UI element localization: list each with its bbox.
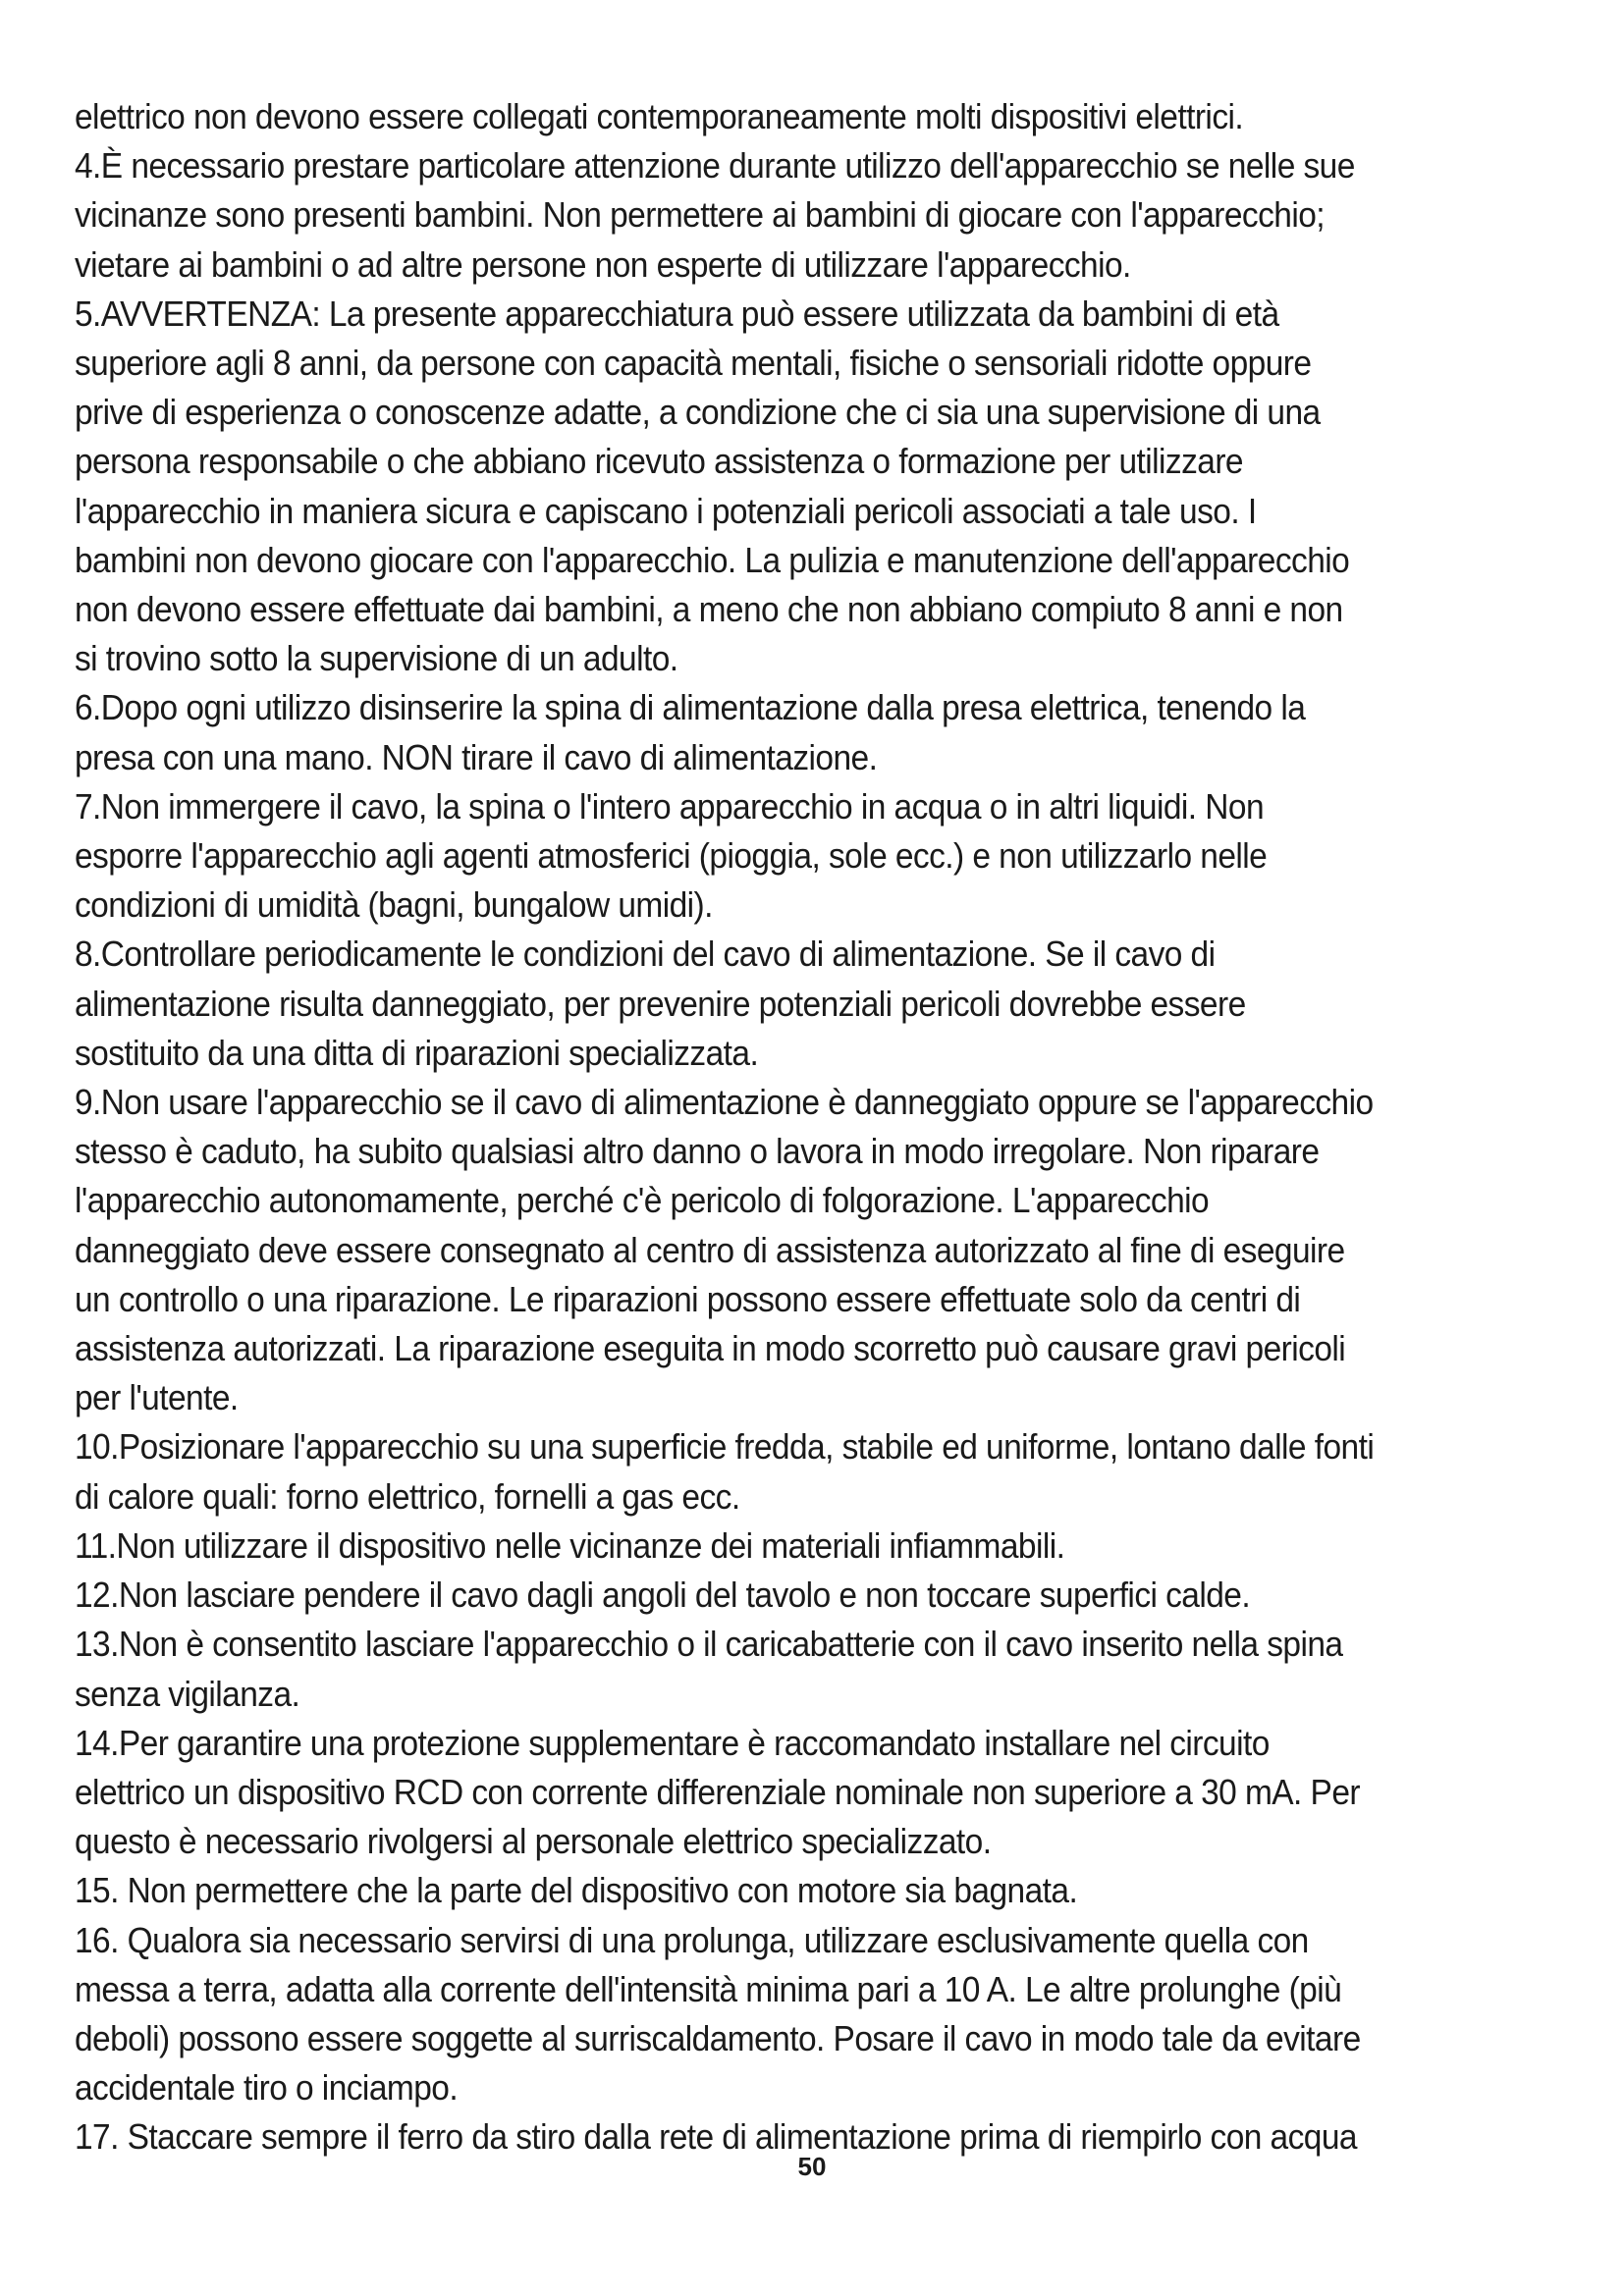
text-line: sostituito da una ditta di riparazioni specializzata. xyxy=(75,1032,759,1073)
text-line: si trovino sotto la supervisione di un adulto. xyxy=(75,638,678,679)
text-line: danneggiato deve essere consegnato al centro di assistenza autorizzato al fine di eseguire xyxy=(75,1229,1345,1270)
text-line: 9.Non usare l'apparecchio se il cavo di alimentazione è danneggiato oppure se l'apparecchio xyxy=(75,1082,1374,1123)
text-line: elettrico non devono essere collegati contemporaneamente molti dispositivi elettrici. xyxy=(75,96,1244,136)
text-line: presa con una mano. NON tirare il cavo di alimentazione. xyxy=(75,736,878,777)
text-line: superiore agli 8 anni, da persone con capacità mentali, fisiche o sensoriali ridotte oppure xyxy=(75,343,1312,384)
page-number: 50 xyxy=(797,2152,827,2181)
text-line: 7.Non immergere il cavo, la spina o l'intero apparecchio in acqua o in altri liquidi. Non xyxy=(75,785,1265,827)
text-line: condizioni di umidità (bagni, bungalow umidi). xyxy=(75,884,713,926)
text-line: 5.AVVERTENZA: La presente apparecchiatura può essere utilizzata da bambini di età xyxy=(75,293,1279,334)
text-line: 4.È necessario prestare particolare attenzione durante utilizzo dell'apparecchio se nelle sue xyxy=(75,145,1355,187)
text-line: 15. Non permettere che la parte del dispositivo con motore sia bagnata. xyxy=(75,1870,1078,1911)
text-line: 13.Non è consentito lasciare l'apparecchio o il caricabatterie con il cavo inserito nella spina xyxy=(75,1624,1343,1665)
text-line: bambini non devono giocare con l'apparecchio. La pulizia e manutenzione dell'apparecchio xyxy=(75,539,1350,580)
text-line: senza vigilanza. xyxy=(75,1673,300,1714)
text-line: 11.Non utilizzare il dispositivo nelle vicinanze dei materiali infiammabili. xyxy=(75,1524,1065,1566)
text-line: l'apparecchio in maniera sicura e capiscano i potenziali pericoli associati a tale uso. I xyxy=(75,490,1257,531)
text-line: prive di esperienza o conoscenze adatte, a condizione che ci sia una supervisione di una xyxy=(75,392,1321,433)
text-line: accidentale tiro o inciampo. xyxy=(75,2067,459,2109)
text-line: deboli) possono essere soggette al surriscaldamento. Posare il cavo in modo tale da evitare xyxy=(75,2017,1361,2058)
text-line: un controllo o una riparazione. Le riparazioni possono essere effettuate solo da centri di xyxy=(75,1278,1301,1319)
text-line: stesso è caduto, ha subito qualsiasi altro danno o lavora in modo irregolare. Non riparare xyxy=(75,1131,1320,1172)
text-line: messa a terra, adatta alla corrente dell'intensità minima pari a 10 A. Le altre prolunghe (più xyxy=(75,1968,1342,2009)
text-line: 6.Dopo ogni utilizzo disinserire la spina di alimentazione dalla presa elettrica, tenendo la xyxy=(75,687,1306,728)
text-line: 10.Posizionare l'apparecchio su una superficie fredda, stabile ed uniforme, lontano dalle fonti xyxy=(75,1426,1375,1468)
text-line: persona responsabile o che abbiano ricevuto assistenza o formazione per utilizzare xyxy=(75,441,1244,482)
text-line: 14.Per garantire una protezione supplementare è raccomandato installare nel circuito xyxy=(75,1722,1270,1763)
text-line: questo è necessario rivolgersi al personale elettrico specializzato. xyxy=(75,1821,992,1862)
text-line: l'apparecchio autonomamente, perché c'è pericolo di folgorazione. L'apparecchio xyxy=(75,1180,1210,1221)
text-line: 16. Qualora sia necessario servirsi di una prolunga, utilizzare esclusivamente quella con xyxy=(75,1919,1309,1960)
text-line: alimentazione risulta danneggiato, per prevenire potenziali pericoli dovrebbe essere xyxy=(75,983,1246,1024)
text-line: vicinanze sono presenti bambini. Non permettere ai bambini di giocare con l'apparecchio; xyxy=(75,194,1326,236)
text-line: elettrico un dispositivo RCD con corrente differenziale nominale non superiore a 30 mA. Per xyxy=(75,1771,1360,1812)
text-line: di calore quali: forno elettrico, fornelli a gas ecc. xyxy=(75,1475,740,1517)
text-line: 17. Staccare sempre il ferro da stiro dalla rete di alimentazione prima di riempirlo con acqua xyxy=(75,2116,1357,2158)
text-line: per l'utente. xyxy=(75,1377,239,1418)
text-line: 8.Controllare periodicamente le condizioni del cavo di alimentazione. Se il cavo di xyxy=(75,934,1216,975)
text-line: esporre l'apparecchio agli agenti atmosferici (pioggia, sole ecc.) e non utilizzarlo nelle xyxy=(75,835,1268,877)
document-body xyxy=(75,92,1453,2163)
text-line: 12.Non lasciare pendere il cavo dagli angoli del tavolo e non toccare superfici calde. xyxy=(75,1575,1251,1616)
text-line: non devono essere effettuate dai bambini, a meno che non abbiano compiuto 8 anni e non xyxy=(75,589,1343,630)
text-line: vietare ai bambini o ad altre persone non esperte di utilizzare l'apparecchio. xyxy=(75,243,1131,285)
text-line: assistenza autorizzati. La riparazione eseguita in modo scorretto può causare gravi pericoli xyxy=(75,1328,1346,1369)
